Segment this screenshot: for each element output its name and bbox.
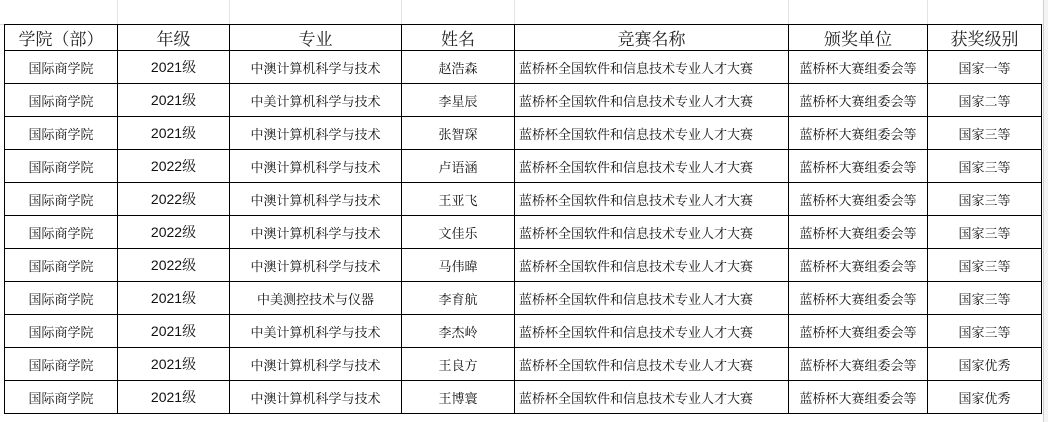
- cell-college[interactable]: 国际商学院: [5, 216, 118, 249]
- cell-award-level[interactable]: 国家二等: [928, 84, 1042, 117]
- cell-award-level[interactable]: 国家三等: [928, 150, 1042, 183]
- table-header: [5, 25, 1042, 51]
- header-college[interactable]: 学院（部）: [5, 25, 118, 51]
- cell-organizer[interactable]: 蓝桥杯大赛组委会等: [789, 150, 928, 183]
- cell-college[interactable]: 国际商学院: [5, 51, 118, 84]
- cell-grade[interactable]: 2022级: [118, 216, 230, 249]
- cell-competition[interactable]: 蓝桥杯全国软件和信息技术专业人才大赛: [515, 117, 789, 150]
- cell-competition[interactable]: 蓝桥杯全国软件和信息技术专业人才大赛: [515, 348, 789, 381]
- cell-major[interactable]: 中澳计算机科学与技术: [230, 381, 402, 414]
- cell-award-level[interactable]: 国家三等: [928, 117, 1042, 150]
- table-row: [5, 117, 1042, 150]
- cell-name[interactable]: 李杰岭: [402, 315, 515, 348]
- cell-competition[interactable]: 蓝桥杯全国软件和信息技术专业人才大赛: [515, 216, 789, 249]
- table-row: [5, 348, 1042, 381]
- cell-award-level[interactable]: 国家三等: [928, 249, 1042, 282]
- cell-college[interactable]: 国际商学院: [5, 84, 118, 117]
- header-organizer[interactable]: 颁奖单位: [789, 25, 928, 51]
- table-row: [5, 51, 1042, 84]
- cell-award-level[interactable]: 国家优秀: [928, 381, 1042, 414]
- table-row: [5, 84, 1042, 117]
- header-award-level[interactable]: 获奖级别: [928, 25, 1042, 51]
- cell-name[interactable]: 张智琛: [402, 117, 515, 150]
- cell-grade[interactable]: 2021级: [118, 117, 230, 150]
- cell-competition[interactable]: 蓝桥杯全国软件和信息技术专业人才大赛: [515, 381, 789, 414]
- cell-award-level[interactable]: 国家三等: [928, 216, 1042, 249]
- table-row: [5, 381, 1042, 414]
- cell-college[interactable]: 国际商学院: [5, 249, 118, 282]
- cell-name[interactable]: 卢语涵: [402, 150, 515, 183]
- cell-major[interactable]: 中澳计算机科学与技术: [230, 183, 402, 216]
- cell-major[interactable]: 中澳计算机科学与技术: [230, 348, 402, 381]
- cell-college[interactable]: 国际商学院: [5, 183, 118, 216]
- table-row: [5, 150, 1042, 183]
- cell-major[interactable]: 中澳计算机科学与技术: [230, 249, 402, 282]
- cell-grade[interactable]: 2021级: [118, 315, 230, 348]
- cell-name[interactable]: 赵浩森: [402, 51, 515, 84]
- cell-organizer[interactable]: 蓝桥杯大赛组委会等: [789, 315, 928, 348]
- cell-college[interactable]: 国际商学院: [5, 282, 118, 315]
- cell-major[interactable]: 中澳计算机科学与技术: [230, 216, 402, 249]
- cell-name[interactable]: 马伟暐: [402, 249, 515, 282]
- header-name[interactable]: 姓名: [402, 25, 515, 51]
- cell-major[interactable]: 中澳计算机科学与技术: [230, 150, 402, 183]
- cell-name[interactable]: 李星辰: [402, 84, 515, 117]
- header-competition[interactable]: 竞赛名称: [515, 25, 789, 51]
- cell-organizer[interactable]: 蓝桥杯大赛组委会等: [789, 84, 928, 117]
- cell-grade[interactable]: 2021级: [118, 84, 230, 117]
- cell-grade[interactable]: 2021级: [118, 348, 230, 381]
- cell-competition[interactable]: 蓝桥杯全国软件和信息技术专业人才大赛: [515, 249, 789, 282]
- cell-organizer[interactable]: 蓝桥杯大赛组委会等: [789, 249, 928, 282]
- cell-competition[interactable]: 蓝桥杯全国软件和信息技术专业人才大赛: [515, 51, 789, 84]
- header-row: [5, 25, 1042, 51]
- cell-grade[interactable]: 2021级: [118, 282, 230, 315]
- cell-organizer[interactable]: 蓝桥杯大赛组委会等: [789, 183, 928, 216]
- cell-major[interactable]: 中美计算机科学与技术: [230, 84, 402, 117]
- header-grade[interactable]: 年级: [118, 25, 230, 51]
- cell-award-level[interactable]: 国家三等: [928, 183, 1042, 216]
- cell-grade[interactable]: 2022级: [118, 249, 230, 282]
- table-row: [5, 282, 1042, 315]
- cell-award-level[interactable]: 国家一等: [928, 51, 1042, 84]
- cell-college[interactable]: 国际商学院: [5, 348, 118, 381]
- cell-name[interactable]: 王亚飞: [402, 183, 515, 216]
- table-row: [5, 249, 1042, 282]
- cell-name[interactable]: 文佳乐: [402, 216, 515, 249]
- table-row: [5, 315, 1042, 348]
- cell-name[interactable]: 李育航: [402, 282, 515, 315]
- cell-college[interactable]: 国际商学院: [5, 315, 118, 348]
- cell-name[interactable]: 王良方: [402, 348, 515, 381]
- cell-grade[interactable]: 2021级: [118, 381, 230, 414]
- cell-grade[interactable]: 2021级: [118, 51, 230, 84]
- cell-competition[interactable]: 蓝桥杯全国软件和信息技术专业人才大赛: [515, 183, 789, 216]
- cell-college[interactable]: 国际商学院: [5, 381, 118, 414]
- cell-competition[interactable]: 蓝桥杯全国软件和信息技术专业人才大赛: [515, 150, 789, 183]
- cell-major[interactable]: 中澳计算机科学与技术: [230, 51, 402, 84]
- header-major[interactable]: 专业: [230, 25, 402, 51]
- table-row: [5, 216, 1042, 249]
- cell-organizer[interactable]: 蓝桥杯大赛组委会等: [789, 51, 928, 84]
- cell-organizer[interactable]: 蓝桥杯大赛组委会等: [789, 117, 928, 150]
- cell-major[interactable]: 中美测控技术与仪器: [230, 282, 402, 315]
- cell-organizer[interactable]: 蓝桥杯大赛组委会等: [789, 348, 928, 381]
- cell-competition[interactable]: 蓝桥杯全国软件和信息技术专业人才大赛: [515, 315, 789, 348]
- cell-grade[interactable]: 2022级: [118, 183, 230, 216]
- empty-top-row[interactable]: [0, 0, 1048, 25]
- cell-award-level[interactable]: 国家优秀: [928, 348, 1042, 381]
- cell-award-level[interactable]: 国家三等: [928, 315, 1042, 348]
- cell-organizer[interactable]: 蓝桥杯大赛组委会等: [789, 216, 928, 249]
- cell-competition[interactable]: 蓝桥杯全国软件和信息技术专业人才大赛: [515, 84, 789, 117]
- table-row: [5, 183, 1042, 216]
- cell-award-level[interactable]: 国家三等: [928, 282, 1042, 315]
- cell-college[interactable]: 国际商学院: [5, 150, 118, 183]
- awards-table: [4, 24, 1042, 414]
- cell-major[interactable]: 中美计算机科学与技术: [230, 315, 402, 348]
- cell-organizer[interactable]: 蓝桥杯大赛组委会等: [789, 381, 928, 414]
- vertical-scrollbar[interactable]: [1043, 0, 1048, 422]
- cell-competition[interactable]: 蓝桥杯全国软件和信息技术专业人才大赛: [515, 282, 789, 315]
- cell-major[interactable]: 中澳计算机科学与技术: [230, 117, 402, 150]
- cell-organizer[interactable]: 蓝桥杯大赛组委会等: [789, 282, 928, 315]
- cell-college[interactable]: 国际商学院: [5, 117, 118, 150]
- table-body: [5, 51, 1042, 414]
- cell-name[interactable]: 王博寰: [402, 381, 515, 414]
- cell-grade[interactable]: 2022级: [118, 150, 230, 183]
